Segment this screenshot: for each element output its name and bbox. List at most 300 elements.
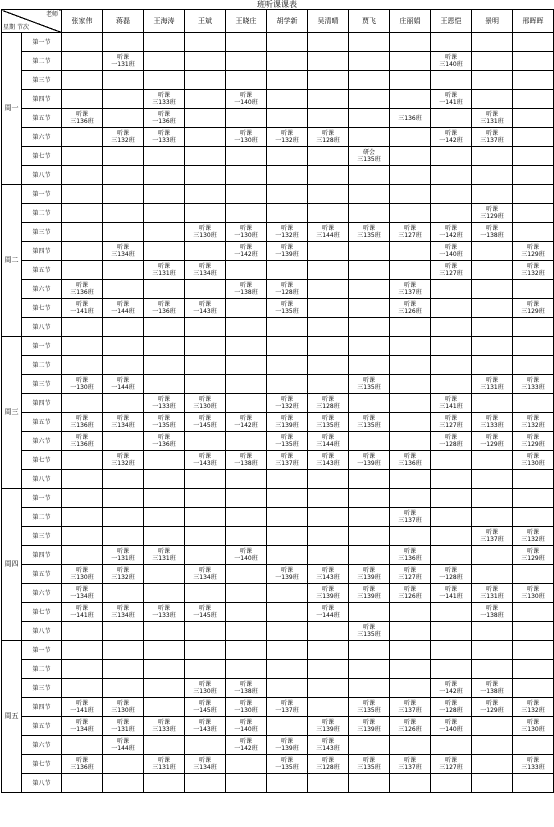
cell-text: 一140班 [439, 726, 463, 733]
cell-text: 听课 [485, 586, 498, 593]
schedule-cell [431, 128, 472, 147]
schedule-cell [431, 375, 472, 394]
schedule-cell [513, 52, 554, 71]
schedule-cell [472, 52, 513, 71]
schedule-cell [431, 717, 472, 736]
schedule-cell [513, 204, 554, 223]
cell-text: 一135班 [275, 764, 299, 771]
cell-text: 一130班 [70, 384, 94, 391]
teacher-header: 王斌 [185, 10, 226, 33]
cell-text: 一143班 [193, 308, 217, 315]
schedule-cell [390, 774, 431, 793]
schedule-cell [513, 166, 554, 185]
schedule-cell [349, 242, 390, 261]
schedule-row [2, 109, 554, 128]
schedule-cell [472, 660, 513, 679]
cell-text: 听课 [526, 415, 539, 422]
schedule-cell [144, 679, 185, 698]
schedule-cell [185, 641, 226, 660]
schedule-cell [144, 584, 185, 603]
schedule-cell [267, 128, 308, 147]
schedule-cell [390, 261, 431, 280]
cell-text: 听课 [198, 719, 211, 726]
schedule-cell [185, 451, 226, 470]
schedule-cell [472, 603, 513, 622]
schedule-cell [185, 109, 226, 128]
schedule-cell [62, 755, 103, 774]
cell-text: 一139班 [275, 574, 299, 581]
schedule-cell [144, 527, 185, 546]
schedule-cell [226, 717, 267, 736]
schedule-cell [513, 489, 554, 508]
schedule-cell [103, 33, 144, 52]
cell-text: 三131班 [480, 384, 504, 391]
schedule-cell [62, 33, 103, 52]
schedule-row [2, 755, 554, 774]
cell-text: 一135班 [152, 422, 176, 429]
schedule-cell [472, 527, 513, 546]
cell-text: 三132班 [111, 460, 135, 467]
cell-text: 一145班 [193, 422, 217, 429]
schedule-cell [513, 527, 554, 546]
cell-text: 三127班 [398, 574, 422, 581]
cell-text: 三130班 [521, 726, 545, 733]
cell-text: 三140班 [439, 61, 463, 68]
cell-text: 听课 [75, 434, 88, 441]
schedule-cell [144, 375, 185, 394]
cell-text: 三130班 [193, 688, 217, 695]
period-label: 第七节 [22, 755, 62, 774]
cell-text: 三135班 [357, 422, 381, 429]
schedule-cell [390, 413, 431, 432]
cell-text: 三129班 [521, 441, 545, 448]
cell-text: 听课 [403, 453, 416, 460]
schedule-cell [308, 470, 349, 489]
schedule-cell [513, 261, 554, 280]
schedule-cell [62, 508, 103, 527]
schedule-cell [349, 470, 390, 489]
schedule-cell [62, 109, 103, 128]
cell-text: 听课 [116, 244, 129, 251]
schedule-cell [390, 470, 431, 489]
cell-text: 听课 [444, 244, 457, 251]
cell-text: 听课 [280, 700, 293, 707]
schedule-cell [349, 660, 390, 679]
schedule-cell [62, 394, 103, 413]
cell-text: 三131班 [480, 593, 504, 600]
schedule-cell [62, 470, 103, 489]
cell-text: 听课 [239, 453, 252, 460]
schedule-cell [308, 356, 349, 375]
schedule-cell [144, 451, 185, 470]
cell-text: 听课 [362, 586, 375, 593]
cell-text: 听课 [403, 567, 416, 574]
schedule-cell [185, 622, 226, 641]
schedule-cell [308, 318, 349, 337]
schedule-cell [62, 527, 103, 546]
schedule-cell [349, 375, 390, 394]
cell-text: 三136班 [398, 460, 422, 467]
cell-text: 三130班 [193, 232, 217, 239]
schedule-cell [472, 394, 513, 413]
cell-text: 三141班 [439, 403, 463, 410]
schedule-row [2, 622, 554, 641]
schedule-cell [103, 71, 144, 90]
schedule-cell [62, 356, 103, 375]
schedule-cell [472, 451, 513, 470]
cell-text: 听课 [157, 396, 170, 403]
schedule-cell [431, 356, 472, 375]
schedule-cell [267, 413, 308, 432]
schedule-row [2, 52, 554, 71]
cell-text: 听课 [280, 567, 293, 574]
schedule-cell [349, 717, 390, 736]
schedule-row [2, 641, 554, 660]
schedule-cell [472, 223, 513, 242]
cell-text: 听课 [198, 681, 211, 688]
schedule-cell [349, 71, 390, 90]
cell-text: 三135班 [357, 156, 381, 163]
cell-text: 听课 [75, 377, 88, 384]
cell-text: 听课 [157, 301, 170, 308]
schedule-cell [431, 185, 472, 204]
schedule-cell [185, 33, 226, 52]
cell-text: 听课 [444, 225, 457, 232]
cell-text: 听课 [403, 548, 416, 555]
cell-text: 听课 [157, 757, 170, 764]
cell-text: 一142班 [439, 688, 463, 695]
schedule-row [2, 679, 554, 698]
schedule-cell [267, 337, 308, 356]
schedule-cell [390, 71, 431, 90]
schedule-cell [103, 698, 144, 717]
cell-text: 三135班 [357, 384, 381, 391]
schedule-cell [472, 261, 513, 280]
schedule-cell [103, 52, 144, 71]
schedule-cell [267, 432, 308, 451]
schedule-cell [472, 185, 513, 204]
cell-text: 一139班 [275, 251, 299, 258]
schedule-cell [226, 546, 267, 565]
schedule-cell [308, 71, 349, 90]
schedule-cell [472, 755, 513, 774]
schedule-cell [431, 394, 472, 413]
schedule-cell [431, 223, 472, 242]
schedule-cell [185, 660, 226, 679]
cell-text: 三139班 [275, 422, 299, 429]
cell-text: 三130班 [521, 460, 545, 467]
schedule-cell [103, 508, 144, 527]
corner-teacher-label: 老师 [45, 11, 58, 18]
schedule-cell [185, 375, 226, 394]
period-label: 第五节 [22, 109, 62, 128]
schedule-cell [267, 147, 308, 166]
cell-text: 三134班 [111, 251, 135, 258]
schedule-cell [267, 375, 308, 394]
schedule-cell [267, 679, 308, 698]
schedule-cell [185, 698, 226, 717]
schedule-cell [103, 318, 144, 337]
cell-text: 听课 [403, 700, 416, 707]
cell-text: 听课 [198, 396, 211, 403]
schedule-cell [431, 603, 472, 622]
cell-text: 三136班 [398, 555, 422, 562]
schedule-cell [349, 698, 390, 717]
schedule-cell [62, 546, 103, 565]
cell-text: 一128班 [439, 707, 463, 714]
schedule-cell [390, 660, 431, 679]
period-label: 第四节 [22, 242, 62, 261]
schedule-cell [472, 71, 513, 90]
schedule-cell [226, 774, 267, 793]
schedule-cell [267, 166, 308, 185]
cell-text: 一142班 [439, 137, 463, 144]
schedule-cell [390, 546, 431, 565]
cell-text: 听课 [157, 130, 170, 137]
schedule-cell [513, 90, 554, 109]
schedule-cell [513, 470, 554, 489]
schedule-cell [431, 470, 472, 489]
schedule-cell [431, 736, 472, 755]
cell-text: 听课 [239, 719, 252, 726]
teacher-header: 贾飞 [349, 10, 390, 33]
schedule-cell [144, 204, 185, 223]
schedule-cell [226, 660, 267, 679]
schedule-cell [62, 622, 103, 641]
schedule-cell [431, 52, 472, 71]
schedule-cell [267, 261, 308, 280]
schedule-cell [267, 527, 308, 546]
schedule-cell [185, 413, 226, 432]
period-label: 第四节 [22, 394, 62, 413]
schedule-cell [144, 660, 185, 679]
schedule-cell [308, 679, 349, 698]
schedule-cell [267, 71, 308, 90]
cell-text: 听课 [116, 719, 129, 726]
schedule-cell [144, 508, 185, 527]
cell-text: 听课 [321, 225, 334, 232]
cell-text: 听课 [321, 415, 334, 422]
schedule-cell [390, 147, 431, 166]
schedule-cell [431, 109, 472, 128]
cell-text: 听课 [321, 586, 334, 593]
schedule-cell [144, 641, 185, 660]
schedule-cell [185, 584, 226, 603]
schedule-cell [513, 242, 554, 261]
schedule-row [2, 394, 554, 413]
cell-text: 三126班 [398, 308, 422, 315]
cell-text: 三135班 [357, 232, 381, 239]
period-label: 第三节 [22, 527, 62, 546]
cell-text: 听课 [321, 738, 334, 745]
cell-text: 一129班 [480, 707, 504, 714]
schedule-cell [62, 337, 103, 356]
schedule-cell [226, 128, 267, 147]
cell-text: 听课 [362, 757, 375, 764]
cell-text: 三133班 [480, 422, 504, 429]
schedule-cell [431, 451, 472, 470]
teacher-header: 吴清晴 [308, 10, 349, 33]
cell-text: 一143班 [193, 460, 217, 467]
schedule-cell [185, 489, 226, 508]
schedule-cell [185, 242, 226, 261]
period-label: 第二节 [22, 204, 62, 223]
schedule-cell [185, 546, 226, 565]
cell-text: 三137班 [398, 707, 422, 714]
schedule-cell [349, 432, 390, 451]
cell-text: 听课 [444, 719, 457, 726]
cell-text: 三143班 [316, 745, 340, 752]
schedule-cell [308, 508, 349, 527]
schedule-cell [431, 413, 472, 432]
schedule-cell [472, 299, 513, 318]
period-label: 第八节 [22, 166, 62, 185]
schedule-cell [472, 508, 513, 527]
cell-text: 听课 [485, 700, 498, 707]
schedule-cell [185, 394, 226, 413]
schedule-cell [431, 755, 472, 774]
schedule-cell [62, 318, 103, 337]
schedule-cell [185, 223, 226, 242]
schedule-cell [144, 109, 185, 128]
cell-text: 听课 [280, 130, 293, 137]
schedule-cell [267, 33, 308, 52]
cell-text: 听课 [444, 434, 457, 441]
cell-text: 听课 [157, 605, 170, 612]
schedule-cell [308, 280, 349, 299]
schedule-cell [472, 698, 513, 717]
cell-text: 听课 [116, 700, 129, 707]
cell-text: 三132班 [521, 707, 545, 714]
cell-text: 一141班 [439, 593, 463, 600]
schedule-cell [62, 280, 103, 299]
schedule-cell [226, 299, 267, 318]
cell-text: 听课 [157, 434, 170, 441]
schedule-table [1, 9, 554, 793]
period-label: 第八节 [22, 774, 62, 793]
schedule-cell [62, 584, 103, 603]
cell-text: 听课 [239, 92, 252, 99]
schedule-cell [226, 52, 267, 71]
cell-text: 三132班 [521, 536, 545, 543]
schedule-cell [431, 432, 472, 451]
cell-text: 三133班 [152, 99, 176, 106]
schedule-cell [267, 736, 308, 755]
schedule-cell [144, 185, 185, 204]
cell-text: 一134班 [70, 593, 94, 600]
schedule-cell [472, 432, 513, 451]
cell-text: 听课 [444, 263, 457, 270]
schedule-cell [472, 774, 513, 793]
schedule-cell [267, 185, 308, 204]
period-label: 第四节 [22, 90, 62, 109]
cell-text: 听课 [403, 301, 416, 308]
schedule-cell [513, 736, 554, 755]
schedule-cell [226, 565, 267, 584]
schedule-cell [226, 679, 267, 698]
period-label: 第七节 [22, 451, 62, 470]
schedule-cell [267, 109, 308, 128]
cell-text: 三134班 [193, 270, 217, 277]
schedule-cell [226, 489, 267, 508]
day-label: 周五 [2, 641, 22, 793]
schedule-cell [513, 508, 554, 527]
cell-text: 听课 [75, 415, 88, 422]
schedule-cell [390, 375, 431, 394]
schedule-cell [513, 432, 554, 451]
schedule-cell [349, 337, 390, 356]
schedule-cell [513, 33, 554, 52]
schedule-cell [267, 755, 308, 774]
period-label: 第七节 [22, 603, 62, 622]
cell-text: 三133班 [152, 726, 176, 733]
schedule-cell [267, 356, 308, 375]
cell-text: 一142班 [234, 251, 258, 258]
period-label: 第六节 [22, 432, 62, 451]
cell-text: 听课 [526, 453, 539, 460]
schedule-cell [308, 565, 349, 584]
schedule-cell [103, 451, 144, 470]
cell-text: 听课 [526, 719, 539, 726]
period-label: 第八节 [22, 622, 62, 641]
schedule-cell [308, 641, 349, 660]
schedule-cell [472, 413, 513, 432]
schedule-cell [513, 641, 554, 660]
cell-text: 听课 [116, 738, 129, 745]
schedule-cell [472, 470, 513, 489]
schedule-cell [308, 774, 349, 793]
period-label: 第二节 [22, 52, 62, 71]
cell-text: 三136班 [70, 422, 94, 429]
schedule-cell [185, 204, 226, 223]
schedule-cell [390, 736, 431, 755]
schedule-cell [513, 337, 554, 356]
cell-text: 三144班 [316, 441, 340, 448]
cell-text: 听课 [157, 92, 170, 99]
schedule-cell [472, 318, 513, 337]
cell-text: 听课 [444, 700, 457, 707]
schedule-cell [185, 185, 226, 204]
schedule-cell [308, 166, 349, 185]
cell-text: 听课 [280, 396, 293, 403]
teacher-header: 张家伟 [62, 10, 103, 33]
schedule-cell [390, 318, 431, 337]
cell-text: 听课 [444, 681, 457, 688]
schedule-cell [349, 318, 390, 337]
schedule-cell [62, 451, 103, 470]
schedule-cell [349, 204, 390, 223]
schedule-cell [431, 660, 472, 679]
schedule-cell [103, 470, 144, 489]
cell-text: 三137班 [275, 460, 299, 467]
schedule-cell [62, 185, 103, 204]
schedule-cell [472, 565, 513, 584]
schedule-cell [62, 375, 103, 394]
cell-text: 三134班 [111, 422, 135, 429]
schedule-cell [472, 128, 513, 147]
schedule-cell [513, 660, 554, 679]
schedule-cell [62, 204, 103, 223]
schedule-row [2, 432, 554, 451]
schedule-cell [308, 717, 349, 736]
schedule-cell [308, 204, 349, 223]
cell-text: 听课 [321, 757, 334, 764]
schedule-cell [390, 698, 431, 717]
schedule-cell [103, 413, 144, 432]
cell-text: 听课 [116, 548, 129, 555]
schedule-cell [103, 261, 144, 280]
cell-text: 一143班 [193, 726, 217, 733]
